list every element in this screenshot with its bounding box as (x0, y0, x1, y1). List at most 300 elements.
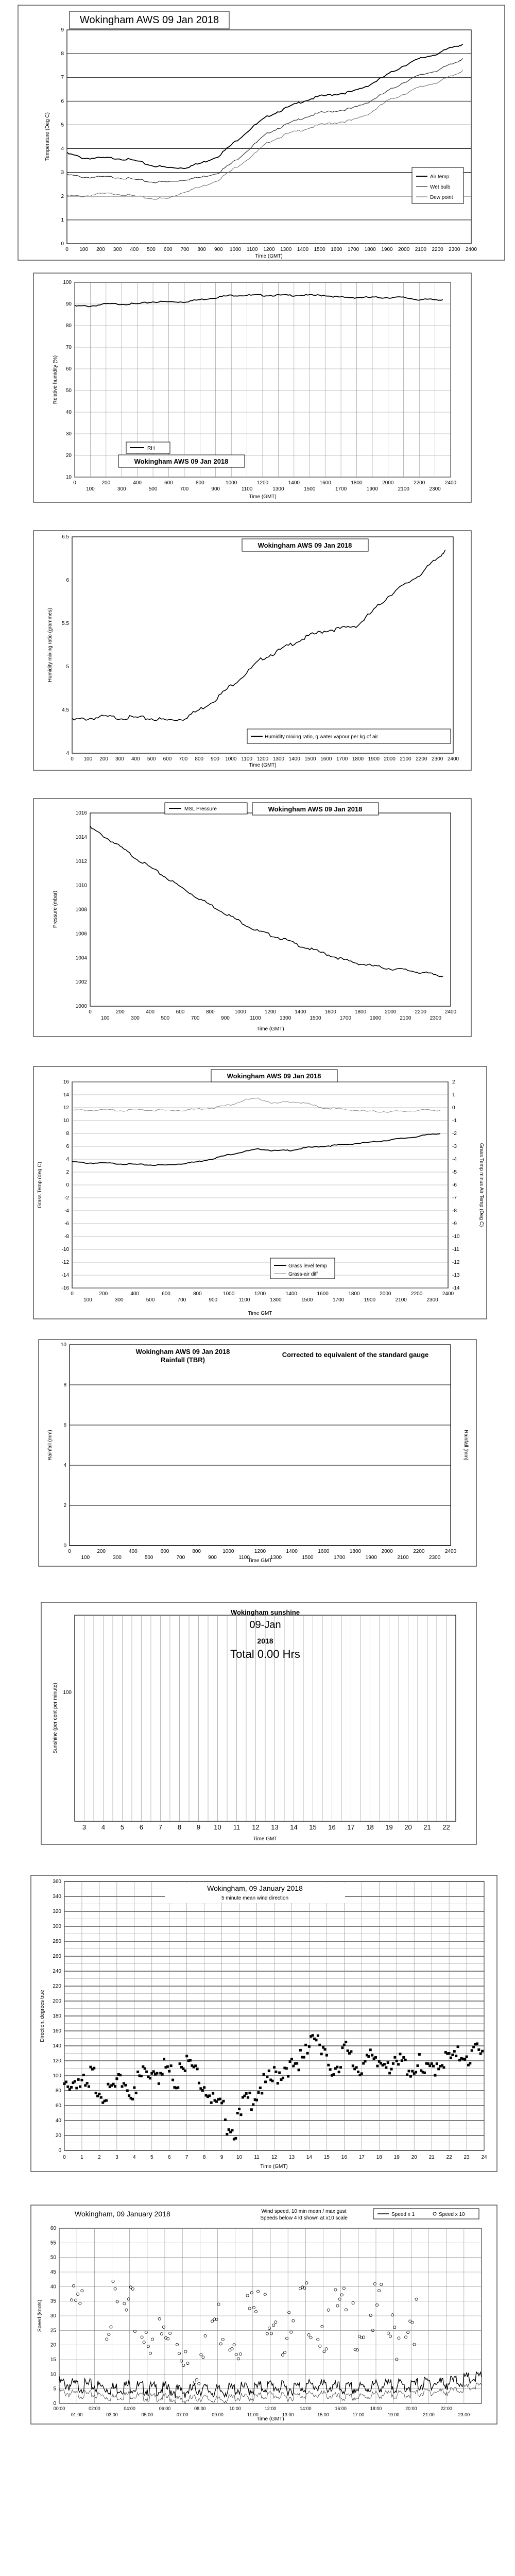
x-tick-label: 1000 (229, 247, 242, 252)
x-tick-label: 21:00 (423, 2412, 435, 2417)
x-tick-label: 1200 (256, 480, 269, 486)
direction-point (257, 2091, 260, 2094)
x-tick-label: 2200 (411, 1291, 423, 1297)
direction-point (289, 2060, 291, 2063)
y-tick-label: 14 (63, 1092, 69, 1098)
y-axis-label: Grass Temp (deg C) (37, 1162, 43, 1208)
x-tick-label: 0 (63, 2155, 66, 2160)
direction-point (332, 2073, 335, 2076)
direction-point (418, 2053, 421, 2056)
direction-point (245, 2092, 248, 2095)
y-tick-label: 60 (50, 2226, 56, 2231)
y-tick-label: 1008 (75, 907, 87, 913)
direction-point (296, 2062, 298, 2065)
y-tick-label: 3 (61, 170, 64, 176)
y-tick-label: 6 (61, 98, 64, 105)
x-tick-label: 300 (131, 1015, 140, 1021)
x-tick-label: 9 (220, 2155, 224, 2160)
x-tick-label: 24 (481, 2155, 487, 2160)
y-tick-label-right: -8 (452, 1208, 457, 1214)
x-tick-label: 800 (193, 1291, 202, 1297)
y-tick-label: 1 (61, 217, 64, 223)
direction-point (273, 2066, 276, 2069)
direction-point (437, 2067, 440, 2070)
x-tick-label: 1 (80, 2155, 83, 2160)
x-tick-label: 600 (163, 247, 173, 252)
x-tick-label: 0 (71, 1291, 74, 1297)
x-tick-label: 22 (446, 2155, 452, 2160)
x-tick-label: 700 (180, 486, 189, 492)
y-tick-label: 100 (53, 2073, 61, 2079)
y-tick-label: 1016 (75, 810, 87, 816)
direction-point (119, 2074, 122, 2076)
direction-point (312, 2034, 314, 2037)
direction-point (226, 2133, 228, 2136)
x-tick-label: 4 (133, 2155, 136, 2160)
x-tick-label: 1200 (254, 1549, 266, 1554)
y-tick-label: 340 (53, 1894, 61, 1900)
x-tick-label: 1800 (354, 1009, 367, 1015)
direction-point (423, 2072, 426, 2074)
y-tick-label: 10 (60, 1342, 66, 1348)
x-tick-label: 18 (366, 1823, 374, 1831)
y-tick-label: 360 (53, 1879, 61, 1885)
y-tick-label: 5.5 (62, 621, 69, 626)
x-tick-label: 1000 (226, 480, 237, 486)
x-tick-label: 11:00 (247, 2412, 259, 2417)
x-tick-label: 100 (86, 486, 95, 492)
x-tick-label: 1100 (238, 1555, 250, 1561)
chart-title: Wokingham AWS 09 Jan 2018 (268, 805, 363, 813)
direction-point (171, 2079, 174, 2081)
direction-point (271, 2080, 274, 2082)
direction-point (411, 2070, 414, 2073)
y-tick-label: 1014 (75, 834, 87, 840)
direction-point (392, 2062, 394, 2065)
y-tick-label: 100 (63, 280, 72, 285)
direction-point (299, 2049, 302, 2052)
y-tick-label: 8 (63, 1382, 66, 1388)
x-tick-label: 16 (328, 1823, 336, 1831)
x-tick-label: 17:00 (352, 2412, 365, 2417)
x-tick-label: 15 (323, 2155, 330, 2160)
x-tick-label: 500 (148, 486, 158, 492)
x-tick-label: 2100 (415, 247, 426, 252)
y-tick-label: 16 (63, 1079, 69, 1085)
y-tick-label: 10 (65, 474, 72, 480)
x-tick-label: 23:00 (458, 2412, 470, 2417)
y-tick-label: 120 (53, 2058, 61, 2064)
x-tick-label: 500 (146, 1297, 155, 1303)
x-tick-label: 16 (341, 2155, 347, 2160)
direction-point (208, 2094, 211, 2097)
sunshine-panel (0, 1602, 515, 1850)
x-tick-label: 20:00 (405, 2406, 417, 2411)
x-tick-label: 14 (306, 2155, 312, 2160)
x-tick-label: 1100 (241, 756, 252, 762)
direction-point (77, 2078, 80, 2081)
direction-point (238, 2108, 241, 2110)
direction-point (303, 2056, 305, 2059)
direction-point (115, 2077, 118, 2080)
x-tick-label: 1400 (288, 480, 300, 486)
x-tick-label: 1600 (319, 480, 331, 486)
y-tick-label: 9 (61, 27, 64, 33)
direction-point (144, 2067, 146, 2070)
direction-point (198, 2082, 200, 2084)
y-tick-label: 50 (65, 388, 72, 394)
y-tick-label: 15 (50, 2357, 56, 2363)
x-axis-label: Time GMT (248, 1558, 272, 1564)
direction-point (185, 2055, 188, 2057)
y-tick-label: 8 (61, 51, 64, 57)
x-tick-label: 700 (180, 247, 190, 252)
wind-direction-panel (0, 1875, 515, 2179)
chart-title: Wokingham AWS 09 Jan 2018 (258, 541, 352, 549)
direction-point (455, 2055, 457, 2057)
grass-panel (0, 1066, 515, 1324)
legend-x10: Speed x 10 (439, 2212, 465, 2217)
x-tick-label: 800 (192, 1549, 201, 1554)
direction-point (298, 2069, 300, 2071)
x-tick-label: 1000 (223, 1291, 235, 1297)
y-tick-label: 1002 (75, 979, 87, 986)
x-tick-label: 400 (128, 1549, 138, 1554)
chart-title: Wokingham AWS 09 Jan 2018 (227, 1072, 321, 1080)
x-tick-label: 100 (83, 756, 93, 762)
x-tick-label: 19:00 (387, 2412, 400, 2417)
chart-title: Wokingham AWS 09 Jan 2018 (79, 14, 219, 26)
x-tick-label: 2300 (429, 1555, 441, 1561)
x-tick-label: 2100 (395, 1297, 407, 1303)
x-tick-label: 23 (464, 2155, 470, 2160)
x-tick-label: 900 (214, 247, 223, 252)
y-tick-label-right: -1 (452, 1118, 457, 1124)
x-tick-label: 1700 (334, 1555, 346, 1561)
x-tick-label: 2300 (430, 1015, 441, 1021)
x-tick-label: 7 (158, 1823, 163, 1831)
legend-wet-bulb: Wet bulb (430, 184, 451, 190)
y-tick-label-right: 0 (452, 1105, 455, 1111)
direction-point (464, 2058, 466, 2061)
direction-point (367, 2055, 370, 2058)
x-tick-label: 800 (197, 247, 207, 252)
direction-point (201, 2089, 204, 2092)
direction-point (98, 2093, 100, 2095)
x-tick-label: 16:00 (335, 2406, 347, 2411)
x-tick-label: 15 (309, 1823, 317, 1831)
x-tick-label: 1400 (297, 247, 309, 252)
x-tick-label: 200 (99, 1291, 108, 1297)
x-tick-label: 20 (404, 1823, 412, 1831)
direction-point (416, 2064, 419, 2067)
y-tick-label-right: -6 (452, 1182, 457, 1188)
direction-point (152, 2070, 155, 2073)
direction-point (415, 2071, 417, 2074)
y-tick-label: -10 (61, 1247, 69, 1252)
y-tick-label: 5 (61, 122, 64, 128)
direction-point (189, 2059, 192, 2061)
x-tick-label: 2000 (384, 756, 396, 762)
x-tick-label: 500 (161, 1015, 170, 1021)
y-tick-label: 220 (53, 1984, 61, 1989)
x-tick-label: 1400 (295, 1009, 306, 1015)
y-tick-label: 60 (55, 2103, 61, 2109)
y-axis-label-right: Grass Temp minus Air Temp (Deg C) (478, 1143, 484, 1227)
x-tick-label: 1800 (364, 247, 376, 252)
grass-chart (0, 1066, 515, 1324)
x-tick-label: 700 (179, 756, 188, 762)
y-axis-label: Pressure (mbar) (53, 890, 58, 928)
y-tick-label: 240 (53, 1969, 61, 1974)
legend-air-temp: Air temp (430, 174, 450, 180)
rainfall-panel (0, 1340, 515, 1571)
chart-year: 2018 (257, 1637, 273, 1645)
chart-subtitle: Rainfall (TBR) (161, 1356, 205, 1364)
y-tick-label: 0 (63, 1543, 66, 1549)
direction-point (282, 2077, 284, 2079)
x-tick-label: 700 (176, 1555, 185, 1561)
direction-point (290, 2058, 293, 2060)
x-tick-label: 6 (139, 1823, 144, 1831)
y-tick-label: 2 (66, 1170, 69, 1175)
y-tick-label: 1006 (75, 931, 87, 937)
direction-point (210, 2102, 213, 2104)
x-tick-label: 400 (131, 756, 140, 762)
temperature-panel (0, 5, 515, 263)
x-tick-label: 400 (133, 480, 142, 486)
plot-area (72, 537, 453, 753)
direction-point (222, 2100, 225, 2103)
direction-point (387, 2061, 389, 2064)
direction-point (149, 2077, 151, 2079)
y-tick-label: 5 (53, 2386, 56, 2392)
direction-point (393, 2056, 396, 2059)
x-tick-label: 900 (209, 1297, 218, 1303)
direction-point (86, 2082, 89, 2084)
direction-point (376, 2065, 379, 2067)
x-tick-label: 100 (79, 247, 89, 252)
mixing-chart (0, 531, 515, 773)
direction-point (320, 2053, 323, 2055)
x-tick-label: 2300 (426, 1297, 438, 1303)
x-tick-label: 2 (98, 2155, 101, 2160)
y-tick-label: 55 (50, 2240, 56, 2246)
direction-point (100, 2096, 102, 2099)
direction-point (264, 2080, 267, 2083)
wind-speed-chart (0, 2205, 515, 2427)
x-tick-label: 2000 (380, 1291, 391, 1297)
x-tick-label: 2100 (397, 1555, 409, 1561)
chart-note: Corrected to equivalent of the standard gauge (282, 1351, 429, 1359)
x-tick-label: 1500 (314, 247, 325, 252)
direction-point (318, 2044, 321, 2046)
direction-point (434, 2074, 436, 2077)
chart-date: 09-Jan (249, 1619, 281, 1631)
y-tick-label: 20 (55, 2133, 61, 2139)
x-tick-label: 1700 (339, 1015, 351, 1021)
x-tick-label: 19 (385, 1823, 393, 1831)
y-tick-label: -14 (61, 1273, 69, 1278)
direction-point (390, 2068, 393, 2071)
y-axis-label-right: Rainfall (mm) (463, 1430, 469, 1461)
x-axis-label: Time (GMT) (260, 2164, 288, 2170)
y-tick-label: 5 (66, 664, 69, 670)
x-tick-label: 2000 (398, 247, 410, 252)
x-tick-label: 1900 (365, 1555, 377, 1561)
x-tick-label: 03:00 (106, 2412, 118, 2417)
x-tick-label: 300 (113, 1555, 122, 1561)
direction-point (95, 2092, 97, 2094)
direction-point (252, 2103, 254, 2106)
direction-point (196, 2067, 199, 2070)
y-tick-label: 0 (66, 1182, 69, 1188)
y-tick-label: 4 (66, 751, 69, 756)
direction-point (259, 2087, 262, 2089)
y-tick-label: 0 (53, 2401, 56, 2406)
direction-point (161, 2073, 164, 2075)
x-tick-label: 22 (442, 1823, 450, 1831)
direction-point (374, 2056, 377, 2059)
x-tick-label: 9 (196, 1823, 201, 1831)
direction-point (105, 2099, 108, 2102)
direction-point (469, 2062, 471, 2064)
x-tick-label: 1600 (318, 1549, 330, 1554)
x-tick-label: 14 (290, 1823, 298, 1831)
rainfall-chart (0, 1340, 515, 1571)
direction-point (166, 2065, 169, 2068)
x-tick-label: 900 (211, 486, 220, 492)
direction-point (131, 2098, 134, 2100)
y-tick-label: 50 (50, 2255, 56, 2261)
x-tick-label: 1700 (347, 247, 359, 252)
x-tick-label: 13 (288, 2155, 295, 2160)
x-tick-label: 1900 (381, 247, 393, 252)
chart-title: Wokingham, 09 January 2018 (207, 1884, 303, 1892)
y-tick-label: 260 (53, 1954, 61, 1959)
direction-point (170, 2064, 173, 2067)
x-tick-label: 1000 (234, 1009, 246, 1015)
direction-point (124, 2084, 127, 2087)
direction-point (352, 2064, 354, 2067)
direction-point (360, 2072, 363, 2075)
x-tick-label: 21 (423, 1823, 431, 1831)
direction-point (219, 2098, 221, 2100)
direction-point (347, 2049, 349, 2052)
x-tick-label: 900 (208, 1555, 217, 1561)
x-tick-label: 500 (147, 756, 156, 762)
x-tick-label: 21 (428, 2155, 435, 2160)
x-tick-label: 04:00 (124, 2406, 135, 2411)
x-tick-label: 2300 (432, 756, 443, 762)
x-tick-label: 18 (376, 2155, 382, 2160)
legend-dew-point: Dew point (430, 195, 453, 200)
x-tick-label: 200 (97, 1549, 106, 1554)
y-tick-label: 1012 (75, 858, 87, 865)
direction-point (308, 2045, 311, 2048)
direction-point (156, 2072, 158, 2075)
x-tick-label: 2000 (382, 480, 394, 486)
direction-point (287, 2075, 289, 2078)
x-tick-label: 500 (144, 1555, 153, 1561)
y-tick-label: 1004 (75, 955, 87, 961)
y-tick-label-right: -11 (452, 1247, 459, 1252)
y-tick-label: 45 (50, 2269, 56, 2275)
chart-title: Wokingham AWS 09 Jan 2018 (135, 1348, 230, 1355)
x-tick-label: 12 (252, 1823, 260, 1831)
direction-point (128, 2094, 130, 2097)
x-tick-label: 800 (205, 1009, 215, 1015)
direction-point (68, 2088, 71, 2091)
y-tick-label: 2 (63, 1503, 66, 1509)
direction-point (336, 2066, 338, 2069)
chart-title: Wokingham, 09 January 2018 (75, 2210, 170, 2218)
x-tick-label: 200 (96, 247, 105, 252)
y-tick-label: 60 (65, 366, 72, 372)
x-tick-label: 300 (117, 486, 126, 492)
y-tick-label: 4 (63, 1463, 66, 1468)
x-tick-label: 900 (211, 756, 219, 762)
x-tick-label: 00:00 (53, 2406, 65, 2411)
x-tick-label: 300 (115, 756, 124, 762)
x-tick-label: 13:00 (282, 2412, 294, 2417)
y-tick-label: 12 (63, 1105, 69, 1111)
x-tick-label: 500 (147, 247, 156, 252)
direction-point (212, 2092, 214, 2095)
x-tick-label: 1200 (254, 1291, 266, 1297)
x-tick-label: 1700 (335, 486, 347, 492)
x-tick-label: 07:00 (176, 2412, 188, 2417)
y-tick-label: 20 (50, 2342, 56, 2348)
y-tick-label: 10 (50, 2371, 56, 2378)
direction-point (315, 2039, 318, 2041)
y-tick-label: 10 (63, 1118, 69, 1124)
direction-point (477, 2048, 480, 2051)
x-tick-label: 300 (113, 247, 122, 252)
direction-point (453, 2050, 456, 2053)
direction-point (357, 2071, 359, 2073)
direction-point (133, 2086, 135, 2089)
y-tick-label-right: -14 (452, 1285, 460, 1291)
direction-point (436, 2062, 438, 2065)
x-tick-label: 05:00 (141, 2412, 153, 2417)
x-tick-label: 12:00 (264, 2406, 277, 2411)
direction-point (184, 2070, 186, 2072)
y-tick-label: 40 (50, 2284, 56, 2290)
y-tick-label: -16 (61, 1285, 69, 1291)
x-tick-label: 2000 (381, 1549, 393, 1554)
x-tick-label: 1600 (324, 1009, 336, 1015)
x-tick-label: 1200 (264, 1009, 277, 1015)
direction-point (234, 2137, 237, 2140)
x-tick-label: 09:00 (212, 2412, 224, 2417)
x-tick-label: 600 (164, 480, 173, 486)
x-tick-label: 5 (150, 2155, 153, 2160)
y-axis-label: Rainfall (mm) (47, 1430, 53, 1461)
y-tick-label-right: -12 (452, 1260, 460, 1265)
direction-point (250, 2108, 253, 2111)
x-tick-label: 1300 (280, 1015, 291, 1021)
x-tick-label: 2200 (413, 1549, 425, 1554)
direction-point (239, 2113, 242, 2116)
pressure-chart (0, 799, 515, 1041)
x-tick-label: 1800 (352, 756, 364, 762)
direction-point (385, 2066, 387, 2069)
x-tick-label: 11 (233, 1823, 241, 1831)
x-tick-label: 1800 (348, 1291, 360, 1297)
x-tick-label: 1000 (222, 1549, 234, 1554)
direction-point (396, 2060, 398, 2062)
